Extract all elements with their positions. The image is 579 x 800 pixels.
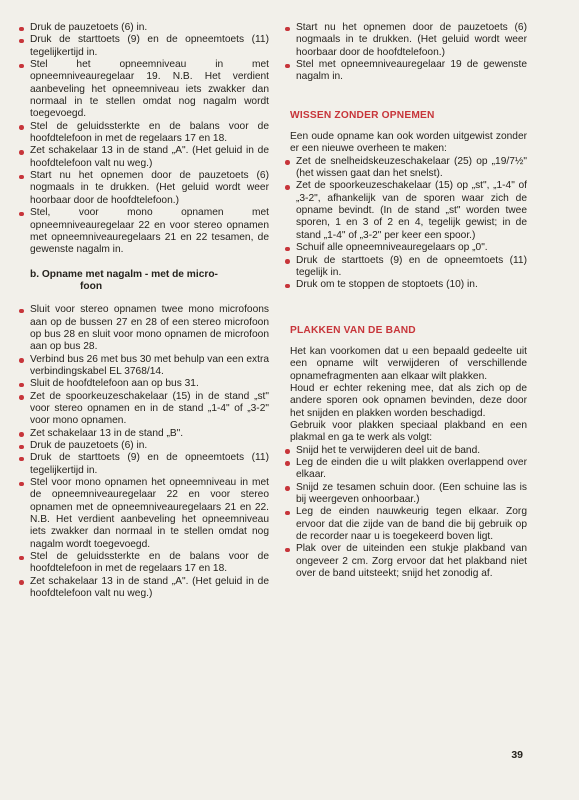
paragraph: Het kan voorkomen dat u een bepaald gedeelte uit een opname wilt verwijderen of verschillende opnamefragmenten aan elkaar wilt plakken. (290, 345, 527, 382)
list-item: Leg de einden die u wilt plakken overlappend over elkaar. (283, 457, 527, 482)
list-item: Zet de spoorkeuzeschakelaar (15) in de stand „st" voor stereo opnamen en in de stand „1-4" of „3-2" voor mono opnamen. (17, 391, 269, 428)
list-item: Plak over de uiteinden een stukje plakband van ongeveer 2 cm. Zorg ervoor dat het plakband niet over de band uitsteekt; snijd het zonodig af. (283, 543, 527, 580)
paragraph: Een oude opname kan ook worden uitgewist zonder er een nieuwe overheen te maken: (290, 131, 527, 155)
list-item: Stel met opneemniveauregelaar 19 de gewenste nagalm in. (283, 59, 527, 84)
list-item: Zet de snelheidskeuzeschakelaar (25) op „19/7½" (het wissen gaat dan het snelst). (283, 156, 527, 181)
list-item: Start nu het opnemen door de pauzetoets (6) nogmaals in te drukken. (Het geluid wordt weer hoorbaar door de hoofdtelefoon.) (283, 22, 527, 59)
subheading-line: foon (80, 280, 103, 292)
section-heading-erase: WISSEN ZONDER OPNEMEN (290, 109, 435, 121)
right-column (283, 22, 527, 580)
list-item: Druk om te stoppen de stoptoets (10) in. (283, 279, 527, 291)
list-item: Druk de starttoets (9) en de opneemtoets (11) tegelijkertijd in. (17, 452, 269, 477)
list-item: Stel, voor mono opnamen met opneemniveauregelaar 22 en voor stereo opnamen met opneemniveauregelaars 21 en 22 tesamen, de gewenste nagalm in. (17, 207, 269, 256)
list-item: Druk de starttoets (9) en de opneemtoets (11) tegelijkertijd in. (17, 34, 269, 59)
paragraph: Houd er echter rekening mee, dat als zich op de andere sporen ook opnamen bevinden, deze door het snijden en plakken worden beschadigd. (290, 382, 527, 419)
page-number: 39 (511, 749, 523, 761)
list-item: Druk de starttoets (9) en de opneemtoets (11) tegelijk in. (283, 255, 527, 280)
list-item: Schuif alle opneemniveauregelaars op „0". (283, 242, 527, 254)
list-item: Zet de spoorkeuzeschakelaar (15) op „st", „1-4" of „3-2", afhankelijk van de sporen waar zich de opname bevindt. (In de stand „st" worden twee sporen, 1 en 3 of 2 en 4, tegelijk gewist; in de stand „1-4" of „3-2" per keer een spoor.) (283, 180, 527, 242)
paragraph: Gebruik voor plakken speciaal plakband en een plakmal en ga te werk als volgt: (290, 419, 527, 444)
list-item: Druk de pauzetoets (6) in. (17, 22, 269, 34)
list-item: Verbind bus 26 met bus 30 met behulp van een extra verbindingskabel EL 3768/14. (17, 354, 269, 379)
list-item: Stel de geluidssterkte en de balans voor de hoofdtelefoon in met de regelaars 17 en 18. (17, 551, 269, 576)
list-item: Zet schakelaar 13 in de stand „A". (Het geluid in de hoofdtelefoon valt nu weg.) (17, 145, 269, 170)
list-item: Stel de geluidssterkte en de balans voor de hoofdtelefoon in met de regelaars 17 en 18. (17, 121, 269, 146)
left-column (17, 22, 269, 600)
section-heading-splice: PLAKKEN VAN DE BAND (290, 324, 416, 336)
section-subheading (17, 269, 269, 294)
list-item: Stel voor mono opnamen het opneemniveau in met de opneemniveauregelaar 22 en voor stereo opnamen met de opneemniveauregelaars 21 en 22. N.B. Het verdient aanbeveling het opneemniveau iets zwakker dan normaal in te stellen omdat nog nagalm wordt toegevoegd. (17, 477, 269, 551)
subheading-line: b. Opname met nagalm - met de micro- (30, 268, 218, 280)
list-item: Sluit voor stereo opnamen twee mono microfoons aan op de bussen 27 en 28 of een stereo microfoon op bus 28 en sluit voor mono opnamen de microfoon aan op bus 28. (17, 304, 269, 353)
list-item: Sluit de hoofdtelefoon aan op bus 31. (17, 378, 269, 390)
list-item: Snijd ze tesamen schuin door. (Een schuine las is bij weergeven onhoorbaar.) (283, 482, 527, 507)
list-item: Start nu het opnemen door de pauzetoets (6) nogmaals in te drukken. (Het geluid wordt weer hoorbaar door de hoofdtelefoon.) (17, 170, 269, 207)
list-item: Zet schakelaar 13 in de stand „B". (17, 428, 269, 440)
list-item: Leg de einden nauwkeurig tegen elkaar. Zorg ervoor dat die zijde van de band die bij gebruik op de recorder naar u is toegekeerd boven ligt. (283, 506, 527, 543)
list-item: Stel het opneemniveau in met opneemniveauregelaar 19. N.B. Het verdient aanbeveling het opneemniveau iets zwakker dan normaal in te stellen omdat nog nagalm wordt toegevoegd. (17, 59, 269, 121)
list-item: Zet schakelaar 13 in de stand „A". (Het geluid in de hoofdtelefoon valt nu weg.) (17, 576, 269, 601)
list-item: Snijd het te verwijderen deel uit de band. (283, 445, 527, 457)
list-item: Druk de pauzetoets (6) in. (17, 440, 269, 452)
